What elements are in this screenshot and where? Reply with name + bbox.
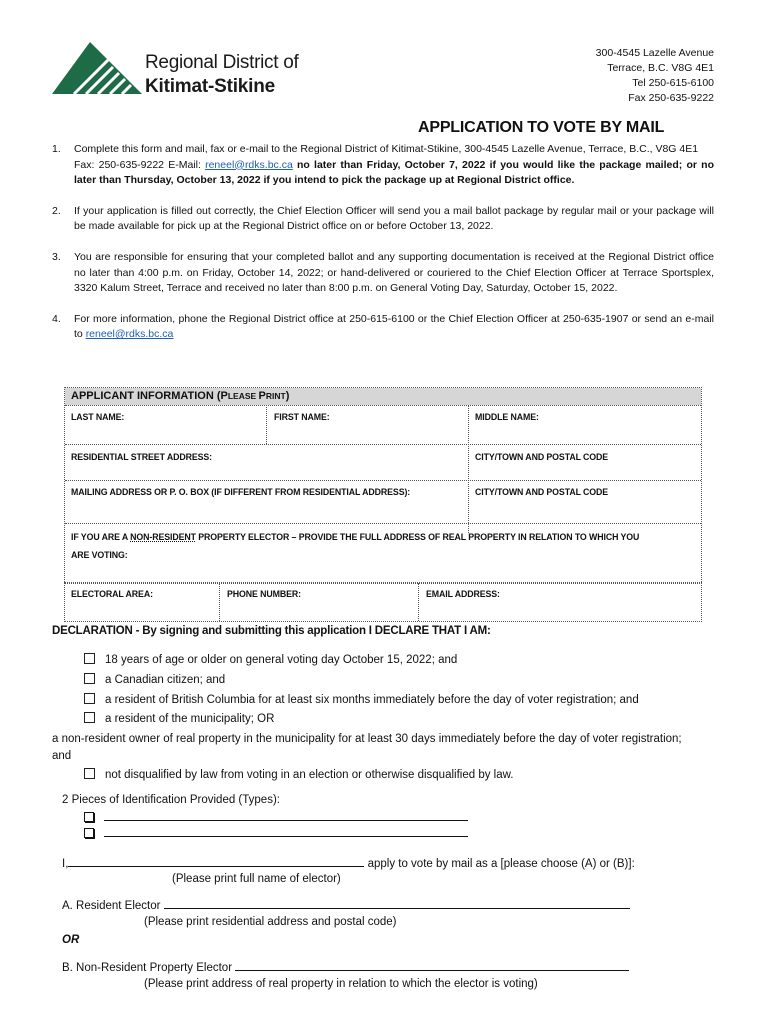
item-number: 3. — [52, 250, 61, 263]
option-b-line — [62, 959, 629, 977]
declaration-check-age[interactable] — [84, 653, 457, 666]
address-line: Fax 250-635-9222 — [628, 92, 714, 104]
item-text — [74, 142, 714, 189]
checkbox-icon[interactable] — [84, 693, 95, 704]
form-header-text: ) — [285, 390, 290, 402]
id-input-line[interactable] — [104, 810, 468, 821]
declaration-check-not-disqualified[interactable] — [84, 768, 513, 781]
instruction-item — [52, 312, 714, 343]
non-resident-owner-text: a non-resident owner of real property in the municipality for at least 30 days immediately before the day of voter registration; and — [52, 733, 682, 762]
option-b-hint: (Please print address of real property in relation to which the elector is voting) — [144, 978, 538, 990]
org-address — [596, 46, 714, 106]
org-name-line2: Kitimat-Stikine — [145, 76, 276, 97]
form-header-small: LEASE — [227, 391, 259, 401]
checkbox-icon[interactable] — [84, 673, 95, 684]
mountain-logo-icon — [52, 42, 142, 94]
item-text: You are responsible for ensuring that your completed ballot and any supporting documentation is received at the Regional District office no later than 4:00 p.m. on Friday, October 14, 2022; or hand-delivered or couriered to the Chief Election Officer at Terrace Sportsplex, 3320 Kalum Street, Terrace and received no later than 8:00 p.m. on General Voting Day, Saturday, October 15, 2022. — [74, 250, 714, 295]
option-a-label: A. Resident Elector — [62, 900, 164, 912]
check-label: not disqualified by law from voting in an election or otherwise disqualified by law. — [105, 769, 514, 781]
street-address-label: RESIDENTIAL STREET ADDRESS: — [71, 452, 212, 462]
label-part: PROPERTY ELECTOR – PROVIDE THE FULL ADDRESS OF REAL PROPERTY IN RELATION TO WHICH YOU — [195, 532, 640, 542]
non-resident-label — [71, 532, 639, 542]
form-header-text: APPLICANT INFORMATION (P — [71, 390, 228, 402]
check-label: a resident of the municipality; OR — [105, 713, 275, 725]
check-label: 18 years of age or older on general voting day October 15, 2022; and — [105, 654, 458, 666]
check-label: a resident of British Columbia for at least six months immediately before the day of voter registration; and — [105, 694, 639, 706]
instructions-list — [52, 142, 714, 358]
property-address-input[interactable] — [235, 959, 629, 971]
email-address-label: EMAIL ADDRESS: — [426, 589, 500, 599]
name-hint: (Please print full name of elector) — [172, 873, 341, 885]
applicant-info-form-bottom — [64, 582, 702, 622]
option-a-hint: (Please print residential address and postal code) — [144, 916, 397, 928]
middle-name-label: MIDDLE NAME: — [475, 412, 539, 422]
last-name-label: LAST NAME: — [71, 412, 125, 422]
org-name-line1: Regional District of — [145, 52, 299, 73]
checkbox-icon[interactable] — [84, 828, 94, 838]
email-link[interactable]: reneel@rdks.bc.ca — [85, 328, 174, 341]
mailing-address-label: MAILING ADDRESS OR P. O. BOX (IF DIFFERENT FROM RESIDENTIAL ADDRESS): — [71, 487, 411, 497]
apply-suffix: apply to vote by mail as a [please choose (A) or (B)]: — [364, 858, 635, 870]
phone-number-label: PHONE NUMBER: — [227, 589, 301, 599]
checkbox-icon[interactable] — [84, 812, 94, 822]
instruction-item — [52, 250, 714, 297]
declaration-title: DECLARATION - By signing and submitting this application I DECLARE THAT I AM: — [52, 625, 491, 637]
id-line-1[interactable] — [84, 810, 468, 827]
or-label: OR — [62, 934, 80, 946]
first-name-label: FIRST NAME: — [274, 412, 330, 422]
declaration-check-municipality[interactable] — [84, 712, 274, 725]
apply-prefix: I, — [62, 858, 69, 870]
deadline-text: no later than Friday, October 7, 2022 if you would like the package mailed; or no later than Thursday, October 13, 2022 if you intend to pick the package up at Regional District office. — [74, 158, 715, 187]
applicant-info-form — [64, 387, 702, 584]
id-line-2[interactable] — [84, 826, 468, 843]
instruction-item — [52, 204, 714, 235]
non-resident-label-line2: ARE VOTING: — [71, 550, 128, 560]
option-a-line — [62, 897, 630, 915]
option-b-label: B. Non-Resident Property Elector — [62, 962, 236, 974]
address-line: Tel 250-615-6100 — [632, 77, 714, 89]
elector-name-input[interactable] — [68, 855, 364, 867]
instruction-item — [52, 142, 714, 189]
checkbox-icon[interactable] — [84, 768, 95, 779]
checkbox-icon[interactable] — [84, 653, 95, 664]
label-part: IF YOU ARE A — [71, 532, 131, 542]
apply-line — [62, 855, 635, 873]
declaration-check-bc-resident[interactable] — [84, 693, 639, 706]
fax-email-text: Fax: 250-635-9222 E-Mail: — [74, 158, 206, 171]
city-postal-label: CITY/TOWN AND POSTAL CODE — [475, 487, 609, 497]
city-postal-label: CITY/TOWN AND POSTAL CODE — [475, 452, 609, 462]
electoral-area-label: ELECTORAL AREA: — [71, 589, 153, 599]
check-label: a Canadian citizen; and — [105, 674, 226, 686]
declaration-check-citizen[interactable] — [84, 673, 225, 686]
address-line: 300-4545 Lazelle Avenue — [595, 47, 714, 59]
item-number: 1. — [52, 143, 61, 155]
item-number: 2. — [52, 204, 61, 217]
item-text: If your application is filled out correctly, the Chief Election Officer will send you a mail ballot package by regular mail or your package will be made available for pick up at the Regional District office on or before October 13, 2022. — [74, 204, 714, 233]
form-header-text: P — [258, 390, 266, 402]
checkbox-icon[interactable] — [84, 712, 95, 723]
item-text — [74, 312, 714, 343]
page-title: APPLICATION TO VOTE BY MAIL — [418, 119, 665, 136]
form-header-small: RINT — [265, 391, 286, 401]
address-line: Terrace, B.C. V8G 4E1 — [607, 62, 714, 74]
form-header — [65, 388, 701, 405]
id-section-label: 2 Pieces of Identification Provided (Types): — [62, 794, 280, 806]
residential-address-input[interactable] — [164, 897, 630, 909]
id-input-line[interactable] — [104, 826, 468, 837]
email-link[interactable]: reneel@rdks.bc.ca — [205, 158, 293, 171]
item-text-part: For more information, phone the Regional District office at 250-615-6100 or the Chief Election Officer at 250-635-1907 or send an e-mail to — [74, 312, 714, 341]
item-number: 4. — [52, 312, 61, 325]
item-text-part: Complete this form and mail, fax or e-mail to the Regional District of Kitimat-Stikine, 300-4545 Lazelle Avenue, Terrace, B.C., V8G 4E1 — [74, 143, 699, 155]
label-part: NON-RESIDENT — [130, 532, 196, 542]
